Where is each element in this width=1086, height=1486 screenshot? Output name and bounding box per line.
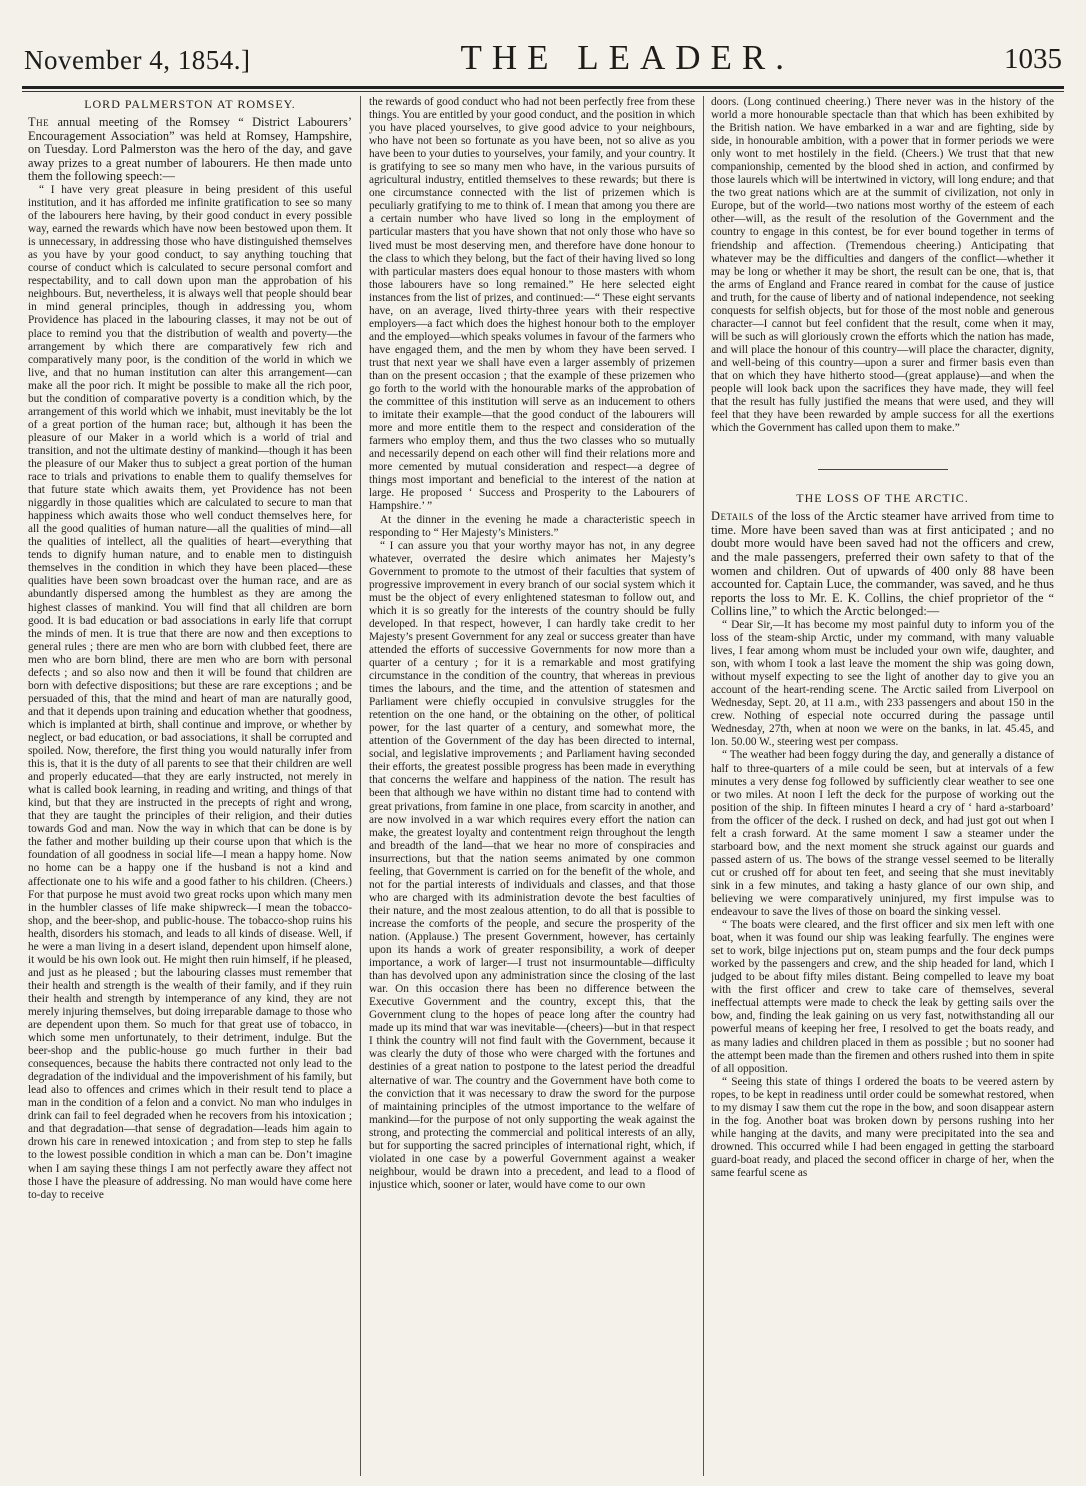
column-divider-2 (703, 96, 704, 1476)
masthead (24, 26, 1062, 82)
letter-paragraph-1: “ Dear Sir,—It has become my most painful duty to inform you of the loss of the steam-ship Arctic, under my command, with many valuable lives, I fear among whom must be included your own wife, daughter, and son, with whom I took a last leave the moment the ship was going down, without myself expecting to see the light of another day to give you an account of the heart-rending scene. The Arctic sailed from Liverpool on Wednesday, Sept. 20, at 11 a.m., with 233 passengers and about 150 in the crew. Nothing of especial note occurred during the passage until Wednesday, 27th, when at noon we were on the banks, in lat. 45.45, and lon. 50.00 W., steering west per compass. (711, 619, 1054, 749)
article-headline-palmerston: LORD PALMERSTON AT ROMSEY. (84, 97, 296, 111)
speech-paragraph-4: doors. (Long continued cheering.) There never was in the history of the world a more honourable spectacle than that which has been exhibited by the British nation. We have embarked in a war and are fighting, side by side, in honourable ambition, with a power that in former periods we were only wont to met hostilely in the field. (Cheers.) We trust that that new companionship, cemented by the blood shed in action, and confirmed by those laurels which will be intertwined in victory, will long endure; and that the two great nations which are at the summit of civilization, not only in Europe, but of the world—two nations most worthy of the esteem of each other—will, as the result of the resolution of the Government and the country to engage in this contest, be for ever bound together in terms of friendship and affection. (Tremendous cheering.) Anticipating that whatever may be the difficulties and dangers of the conflict—whether it may be long or whether it may be short, the result can be one, that is, that the arms of England and France reared in combat for the cause of justice and truth, for the cause of liberty and of national independence, not seeking conquests for selfish objects, but for those of the most noble and generous character—I cannot but feel confident that the result, come when it may, will be such as will gloriously crown the efforts which the nation has made, and will place the honour of this country—will place the character, dignity, and well-being of this country—upon a surer and firmer basis even than that on which they have hitherto stood—(great applause)—and when the people will look back upon the sacrifices they have made, they will feel that the result has fully justified the means that were used, and they will feel that they have been rewarded by ample success for all the exertions which the Government has called upon them to make.” (711, 96, 1054, 435)
article-headline-arctic: THE LOSS OF THE ARCTIC. (796, 491, 969, 506)
header-rule-thick (22, 86, 1064, 89)
issue-date: November 4, 1854.] (24, 45, 251, 75)
letter-paragraph-3: “ The boats were cleared, and the first officer and six men left with one boat, when it was found our ship was leaking fearfully. The engines were set to work, bilge injections put on, steam pumps and the four deck pumps worked by the passengers and crew, and the ship headed for land, which I judged to be about fifty miles distant. Being compelled to leave my boat with the first officer and crew to take care of themselves, several ineffectual attempts were made to check the leak by getting sails over the bow, and, finding the leak gaining on us very fast, notwithstanding all our powerful means of keeping her free, I resolved to get the boats ready, and as many ladies and children placed in them as possible ; but no sooner had the attempt been made than the firemen and others rushed into them in spite of all opposition. (711, 919, 1054, 1075)
dinner-paragraph: At the dinner in the evening he made a characteristic speech in responding to “ Her Majesty’s Ministers.” (369, 513, 695, 539)
letter-paragraph-2: “ The weather had been foggy during the day, and generally a distance of half to three-quarters of a mile could be seen, but at intervals of a few minutes a very dense fog followed by sufficiently clear weather to see one or two miles. At noon I left the deck for the purpose of working out the position of the ship. In fifteen minutes I heard a cry of ‘ hard a-starboard’ from the officer of the deck. I rushed on deck, and had just got out when I felt a crash forward. At the same moment I saw a steamer under the starboard bow, and the next moment she struck against our guards and passed astern of us. The bows of the strange vessel seemed to be literally cut or crushed off for about ten feet, and seeing that she must inevitably sink in a few minutes, and taking a hasty glance of our own ship, and believing we were comparatively uninjured, my first impulse was to endeavour to save the lives of those on board the sinking vessel. (711, 749, 1054, 919)
speech-paragraph-1: “ I have very great pleasure in being president of this useful institution, and it has afforded me infinite gratification to see so many of the labourers here having, by their good conduct in every possible way, earned the rewards which have now been bestowed upon them. It is unnecessary, in addressing those who have distinguished themselves as you have by your good conduct, to say anything touching that course of conduct which is calculated to secure personal comfort and respectability, and to call down upon man the approbation of his neighbours. But, nevertheless, it is always well that people should bear in mind general principles, though in addressing you, whom Providence has placed in the labouring classes, it may not be out of place to remind you that the distribution of wealth and poverty—the arrangement by which there are comparatively few rich and comparatively many poor, is the condition of the world in which we live, and that no human institution can alter this arrangement—can make all the poor rich. It might be possible to make all the rich poor, but the condition of comparative poverty is a condition which, by the arrangement of this world which we inhabit, must inevitably be the lot of a great portion of the human race; but, although it has been the pleasure of our Maker in a world which is a world of trial and transition, and not the ultimate destiny of mankind—though it has been the pleasure of our Maker thus to subject a great portion of the human race to trials and privations to enable them to qualify themselves for that future state which awaits them, yet Providence has not been niggardly in those qualities which are calculated to secure to man that happiness which awaits those who well conduct themselves here, for all the good qualities of human nature—all the qualities of mind—all the qualities of intellect, all the qualities of heart—everything that tends to dignify human nature, and to enable men to distinguish themselves in the condition in which they have been placed—these qualities have been sown broadcast over the human race, and are as abundantly dispersed among the humblest as they are among the highest classes of mankind. You will find that all children are born good. It is bad education or bad associations in early life that corrupt the minds of men. It is true that there are now and then exceptions to general rules ; there are men who are born with clubbed feet, there are men who are born blind, there are men who are born with personal defects ; and so also now and then it will be found that children are born with defective dispositions; but these are rare exceptions ; and be persuaded of this, that the mind and heart of man are naturally good, and that it depends upon training and education whether that goodness, which is implanted at birth, shall continue and improve, or whether by neglect, or bad education, or bad associations, it shall be corrupted and spoiled. Now, therefore, the first thing you would naturally infer from this is, that it is the duty of all parents to see that their children are well and properly educated—that they are early instructed, not merely in what is called book learning, in reading and writing, and things of that kind, but that they are instructed in the precepts of right and wrong, that they are taught the principles of their religion, and their duties towards God and man. Now the way in which that can be done is by the father and mother building up their course upon that which is the foundation of all goodness in social life—I mean a happy home. Now no home can be a happy one if the husband is not a kind and affectionate one to his wife and a good father to his children. (Cheers.) For that purpose he must avoid two great rocks upon which many men in the humbler classes of life make shipwreck—I mean the tobacco-shop, and the beer-shop, and public-house. The tobacco-shop ruins his health, disorders his stomach, and leads to all kinds of disease. Well, if he were a man living in a desert island, dependent upon himself alone, it would be his own look out. He might then ruin himself, if he pleased, and just as he pleased ; but the labouring classes must remember that their health and strength is the wealth of their family, and if they ruin their health and strength by intemperance of any kind, they are not merely injuring themselves, but doing irreparable damage to those who are dependent upon them. So much for that great use of tobacco, in which some men unfortunately, to their detriment, indulge. But the beer-shop and the public-house go much further in their bad consequences, because the habits there contracted not only lead to the degradation of the individual and the impoverishment of his family, but lead also to offences and crimes which in their result tend to place a man in the condition of a felon and a convict. No man who indulges in drink can fail to feel degraded when he recovers from his intoxication ; and that degradation—that sense of degradation—leads him again to drown his care in renewed intoxication ; and from step to step he falls to the lowest possible condition in which a man can be. Don’t imagine when I am saying these things I am not perfectly aware they affect not those I have the pleasure of addressing. No man would have come here to-day to receive (28, 184, 352, 1201)
lead-rest: of the loss of the Arctic steamer have arrived from time to time. More have been saved than was at first anticipated ; and no doubt more would have been saved had not the officers and crew, and the male passengers, preferred their own safety to that of the women and children. Out of upwards of 400 only 88 have been accounted for. Captain Luce, the commander, was saved, and he thus reports the loss to Mr. E. K. Collins, the chief proprietor of the “ Collins line,” to which the Arctic belonged:— (711, 509, 1054, 619)
header-rule-thin (22, 91, 1064, 92)
lead-rest: annual meeting of the Romsey “ District Labourers’ Encouragement Association” was held at Romsey, Hampshire, on Tuesday. Lord Palmerston was the hero of the day, and gave away prizes to a great number of labourers. He then made unto them the following speech:— (28, 115, 352, 184)
column-divider-1 (360, 96, 361, 1476)
letter-paragraph-4: “ Seeing this state of things I ordered the boats to be veered astern by ropes, to be kept in readiness until order could be somewhat restored, when to my dismay I saw them cut the rope in the bow, and soon disappear astern in the fog. Another boat was broken down by persons rushing into her while hanging at the davits, and many were precipitated into the sea and drowned. This occurred while I had been engaged in getting the starboard guard-boat ready, and placed the second officer in charge of her, when the same fearful scene as (711, 1075, 1054, 1179)
speech-paragraph-3: “ I can assure you that your worthy mayor has not, in any degree whatever, overrated the desire which animates her Majesty’s Government to promote to the utmost of their faculties that system of progressive improvement in every branch of our social system which it must be the object of every enlightened statesman to follow out, and which it is so greatly for the interests of the country should be fully developed. In that respect, however, I can hardly take credit to her Majesty’s present Government for any zeal or success greater than have attended the efforts of successive Governments for now more than a quarter of a century ; for it is a remarkable and most gratifying circumstance in the condition of the country, that whereas in previous times the labours, and the time, and the attention of statesmen and Parliament were chiefly occupied in convulsive struggles for the retention on the one hand, or the obtaining on the other, of political power, for the last quarter of a century, and somewhat more, the attention of the Government of the day has been directed to internal, social, and legislative improvements ; and Parliament having seconded their efforts, the greatest possible progress has been made in everything that concerns the welfare and happiness of the nation. The result has been that although we have within no distant time had to contend with great privations, from famine in one place, from scarcity in another, and are now involved in a war which requires every effort the nation can make, the greatest loyalty and contentment reign throughout the length and breadth of the land—that we hear no more of conspiracies and insurrections, but that the nation seems animated by one common feeling, that Government is carried on for the benefit of the whole, and not for the partial interests of individuals and classes, and that those who are charged with its administration devote the best faculties of their nature, and the most zealous attention, to do all that is possible to increase the comforts of the people, and secure the prosperity of the nation. (Applause.) The present Government, however, has certainly upon its hands a work of greater responsibility, a work of deeper importance, a work of larger—I trust not insurmountable—difficulty than has devolved upon any administration since the closing of the last war. On this occasion there has been no difference between the Executive Government and the country, except this, that the Government clung to the hopes of peace long after the country had made up its mind that war was inevitable—(cheers)—but in that respect I think the country will not find fault with the Government, because it was clearly the duty of those who were charged with the fortunes and destinies of a great nation to postpone to the latest period the dreadful alternative of war. The country and the Government have both come to the conviction that it was necessary to draw the sword for the purpose of maintaining principles of the utmost importance to the welfare of mankind—for the purpose of not only supporting the weak against the strong, and protecting the commercial and political interests of an ally, but for supporting the sacred principles of international right, which, if violated in one case by a powerful Government against a weaker neighbour, would be drawn into a precedent, and lead to a flood of injustice which, sooner or later, would have come to our own (369, 539, 695, 1191)
article-lead-arctic (711, 510, 1054, 619)
article-lead-palmerston (28, 116, 352, 184)
page-number: 1035 (1004, 43, 1062, 75)
column-1 (28, 96, 352, 1476)
lead-first-word: Details (711, 509, 754, 524)
lead-first-word: The (28, 115, 50, 130)
column-3 (711, 96, 1054, 1476)
newspaper-title: THE LEADER. (460, 38, 795, 77)
column-2 (369, 96, 695, 1476)
article-separator (818, 469, 948, 470)
speech-paragraph-2: the rewards of good conduct who had not been perfectly free from these things. You are entitled by your good conduct, and the position in which you have placed yourselves, to give good advice to your neighbours, who have not been so fortunate as you have been, not so alive as you have been to your duties to yourselves, your family, and your country. It is gratifying to see so many men who have, in the various pursuits of agricultural industry, entitled themselves to these rewards; but there is one circumstance connected with the list of prizemen which is peculiarly gratifying to me to think of. I mean that among you there are a certain number who have lived so long in the employment of particular masters that you have shown that not only those who have so lived must be most deserving men, and therefore have done honour to the class to which they belong, but the fact of their having lived so long with particular masters does equal honour to those masters with whom those labourers have so long remained.” He here selected eight instances from the list of prizes, and continued:—“ These eight servants have, on an average, lived thirty-three years with their respective employers—a fact which does the highest honour both to the employer and the employed—which speaks volumes in favour of the farmers who have engaged them, and the men by whom they have been served. I trust that next year we shall have even a larger assembly of prizemen than on the present occasion ; that the example of these prizemen who go forth to the world with the honourable marks of the approbation of the committee of this institution will serve as an inducement to others to imitate their example—that the good conduct of the labourers will more and more entitle them to the respect and consideration of the farmers who employ them, and thus the two classes who so mutually and necessarily depend on each other will find their relations more and more cemented by mutual consideration and respect—a degree of things most important and beneficial to the interest of the nation at large. He proposed ‘ Success and Prosperity to the Labourers of Hampshire.’ ” (369, 96, 695, 513)
